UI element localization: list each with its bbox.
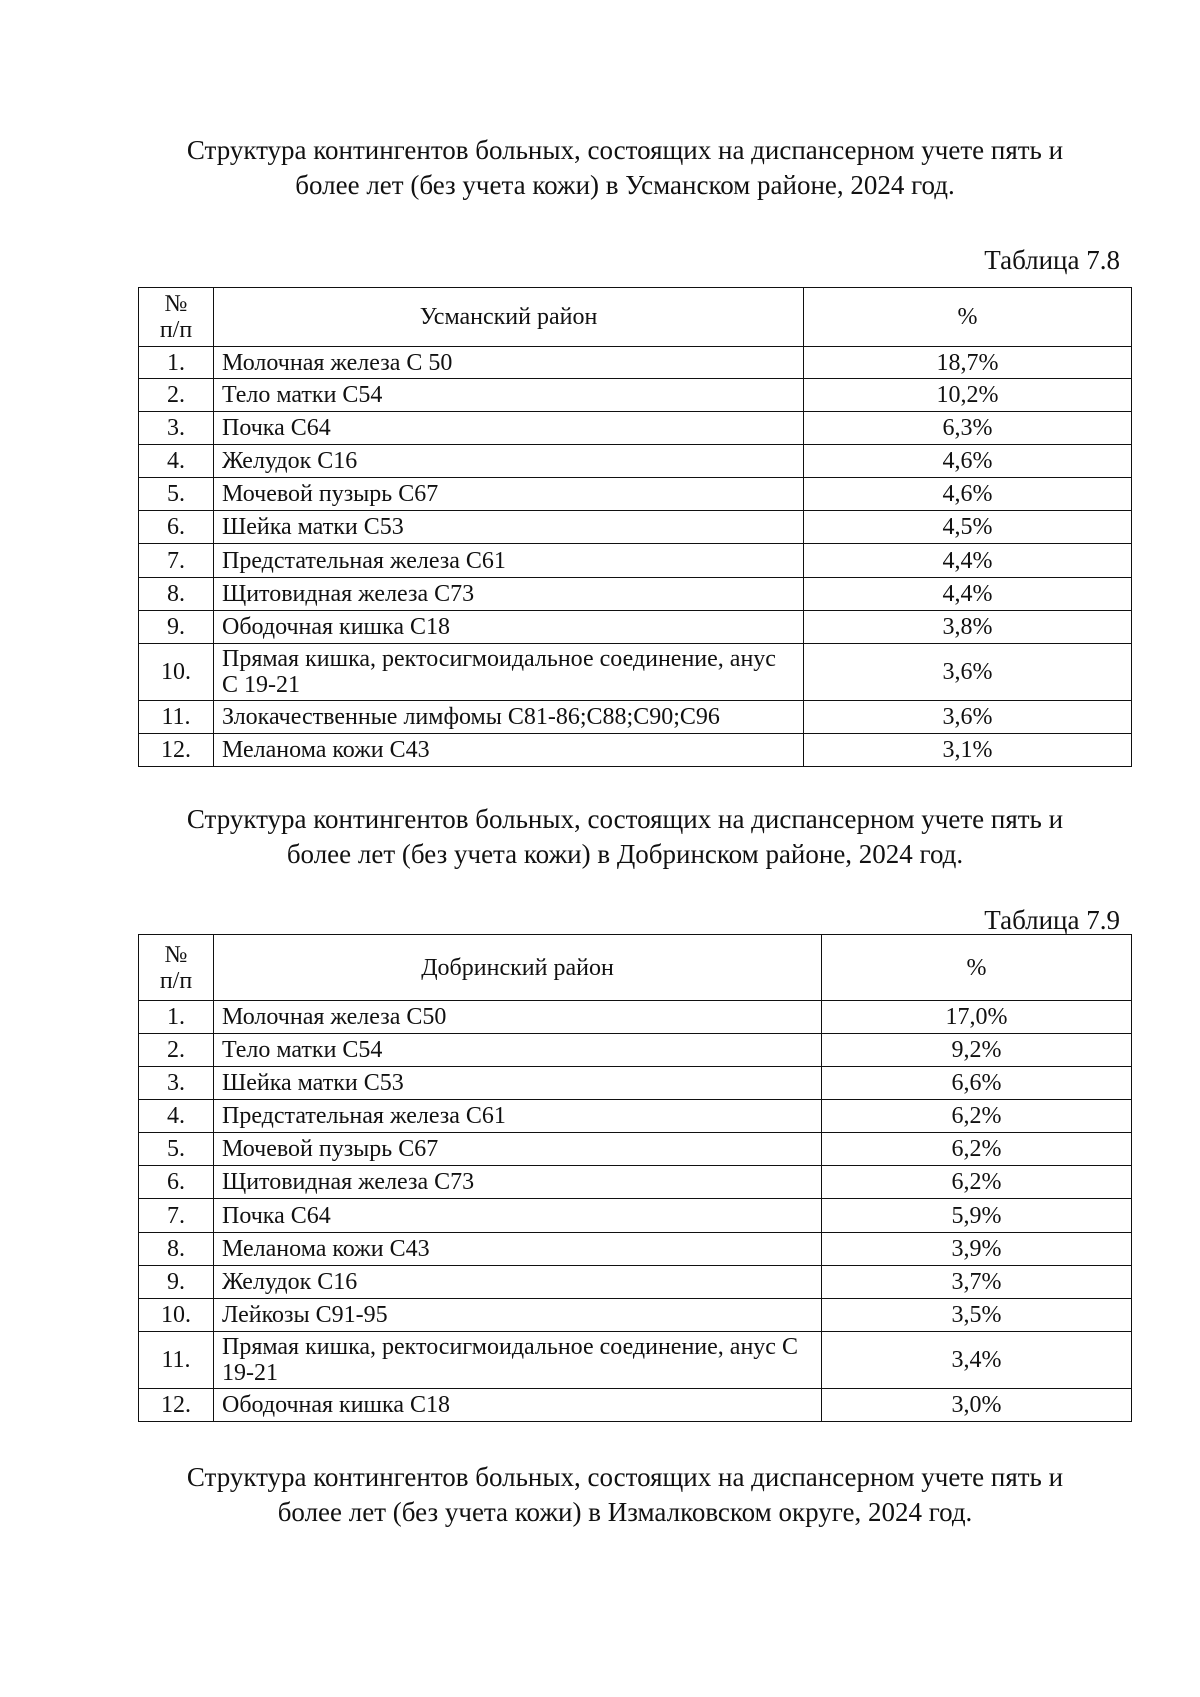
row-percent: 4,6% bbox=[804, 478, 1132, 511]
section-heading-izmalkovo bbox=[130, 1460, 1120, 1530]
row-percent: 3,0% bbox=[822, 1389, 1132, 1422]
row-num: 5. bbox=[139, 1133, 214, 1166]
row-percent: 10,2% bbox=[804, 379, 1132, 412]
row-num: 5. bbox=[139, 478, 214, 511]
table-row bbox=[139, 1166, 1132, 1199]
row-percent: 4,4% bbox=[804, 578, 1132, 611]
table-row bbox=[139, 347, 1132, 379]
row-num: 10. bbox=[139, 644, 214, 701]
row-num: 1. bbox=[139, 347, 214, 379]
header-num bbox=[139, 288, 214, 347]
row-name: Лейкозы С91-95 bbox=[214, 1299, 822, 1332]
table-row bbox=[139, 1100, 1132, 1133]
table-row bbox=[139, 611, 1132, 644]
row-percent: 4,6% bbox=[804, 445, 1132, 478]
table-row bbox=[139, 1133, 1132, 1166]
table-row bbox=[139, 1266, 1132, 1299]
row-percent: 6,2% bbox=[822, 1166, 1132, 1199]
table-row bbox=[139, 734, 1132, 767]
row-percent: 6,2% bbox=[822, 1133, 1132, 1166]
row-name: Тело матки С54 bbox=[214, 379, 804, 412]
row-percent: 4,5% bbox=[804, 511, 1132, 544]
table-row bbox=[139, 644, 1132, 701]
row-percent: 6,6% bbox=[822, 1067, 1132, 1100]
header-percent: % bbox=[822, 935, 1132, 1001]
table-row bbox=[139, 544, 1132, 578]
table-caption-7-9: Таблица 7.9 bbox=[984, 905, 1120, 935]
row-name: Меланома кожи С43 bbox=[214, 1233, 822, 1266]
table-row bbox=[139, 379, 1132, 412]
row-name: Щитовидная железа С73 bbox=[214, 578, 804, 611]
heading-line: более лет (без учета кожи) в Усманском районе, 2024 год. bbox=[295, 170, 955, 200]
row-percent: 3,6% bbox=[804, 701, 1132, 734]
heading-line: Структура контингентов больных, состоящих на диспансерном учете пять и bbox=[186, 1462, 1064, 1492]
row-num: 4. bbox=[139, 1100, 214, 1133]
row-name: Шейка матки С53 bbox=[214, 1067, 822, 1100]
row-num: 7. bbox=[139, 544, 214, 578]
table-row bbox=[139, 1299, 1132, 1332]
row-percent: 6,3% bbox=[804, 412, 1132, 445]
row-name: Молочная железа С 50 bbox=[214, 347, 804, 379]
header-district: Добринский район bbox=[214, 935, 822, 1001]
row-num: 8. bbox=[139, 1233, 214, 1266]
table-row bbox=[139, 511, 1132, 544]
row-num: 4. bbox=[139, 445, 214, 478]
section-heading-dobrinka bbox=[130, 802, 1120, 872]
table-row bbox=[139, 412, 1132, 445]
row-num: 2. bbox=[139, 1034, 214, 1067]
row-percent: 3,5% bbox=[822, 1299, 1132, 1332]
row-name: Почка С64 bbox=[214, 1199, 822, 1233]
row-name: Желудок С16 bbox=[214, 1266, 822, 1299]
table-row bbox=[139, 701, 1132, 734]
heading-line: Структура контингентов больных, состоящих на диспансерном учете пять и bbox=[186, 804, 1064, 834]
row-name: Шейка матки С53 bbox=[214, 511, 804, 544]
table-row bbox=[139, 1001, 1132, 1034]
row-name: Желудок С16 bbox=[214, 445, 804, 478]
header-num-symbol: № bbox=[164, 941, 188, 968]
row-num: 10. bbox=[139, 1299, 214, 1332]
row-percent: 3,1% bbox=[804, 734, 1132, 767]
row-percent: 3,6% bbox=[804, 644, 1132, 701]
row-percent: 6,2% bbox=[822, 1100, 1132, 1133]
row-percent: 3,8% bbox=[804, 611, 1132, 644]
table-header-row bbox=[139, 935, 1132, 1001]
row-name: Предстательная железа С61 bbox=[214, 1100, 822, 1133]
row-num: 6. bbox=[139, 511, 214, 544]
heading-line: Структура контингентов больных, состоящих на диспансерном учете пять и bbox=[186, 135, 1064, 165]
row-name: Прямая кишка, ректосигмоидальное соединение, анус С 19-21 bbox=[214, 644, 804, 701]
section-heading-usman bbox=[130, 133, 1120, 203]
row-num: 7. bbox=[139, 1199, 214, 1233]
row-num: 9. bbox=[139, 1266, 214, 1299]
row-num: 8. bbox=[139, 578, 214, 611]
table-row bbox=[139, 1034, 1132, 1067]
row-percent: 17,0% bbox=[822, 1001, 1132, 1034]
row-name: Молочная железа С50 bbox=[214, 1001, 822, 1034]
table-usman bbox=[138, 287, 1132, 767]
header-num bbox=[139, 935, 214, 1001]
row-percent: 4,4% bbox=[804, 544, 1132, 578]
table-header-row bbox=[139, 288, 1132, 347]
row-num: 3. bbox=[139, 1067, 214, 1100]
table-row bbox=[139, 1067, 1132, 1100]
header-num-label: п/п bbox=[159, 967, 193, 994]
row-name: Меланома кожи С43 bbox=[214, 734, 804, 767]
table-row bbox=[139, 1332, 1132, 1389]
row-num: 1. bbox=[139, 1001, 214, 1034]
row-num: 3. bbox=[139, 412, 214, 445]
row-name: Щитовидная железа С73 bbox=[214, 1166, 822, 1199]
header-district: Усманский район bbox=[214, 288, 804, 347]
row-percent: 3,9% bbox=[822, 1233, 1132, 1266]
row-name: Прямая кишка, ректосигмоидальное соединение, анус С 19-21 bbox=[214, 1332, 822, 1389]
table-row bbox=[139, 445, 1132, 478]
row-name: Мочевой пузырь С67 bbox=[214, 478, 804, 511]
table-row bbox=[139, 1389, 1132, 1422]
table-row bbox=[139, 478, 1132, 511]
row-percent: 18,7% bbox=[804, 347, 1132, 379]
header-percent: % bbox=[804, 288, 1132, 347]
row-num: 11. bbox=[139, 1332, 214, 1389]
table-dobrinka bbox=[138, 934, 1132, 1422]
row-name: Ободочная кишка С18 bbox=[214, 1389, 822, 1422]
row-num: 11. bbox=[139, 701, 214, 734]
header-num-symbol: № bbox=[164, 291, 188, 317]
row-name: Предстательная железа С61 bbox=[214, 544, 804, 578]
row-num: 12. bbox=[139, 734, 214, 767]
row-name: Злокачественные лимфомы С81-86;С88;С90;С96 bbox=[214, 701, 804, 734]
heading-line: более лет (без учета кожи) в Измалковском округе, 2024 год. bbox=[277, 1497, 973, 1527]
row-num: 9. bbox=[139, 611, 214, 644]
table-row bbox=[139, 1199, 1132, 1233]
row-num: 12. bbox=[139, 1389, 214, 1422]
table-caption-7-8: Таблица 7.8 bbox=[984, 245, 1120, 275]
row-percent: 3,7% bbox=[822, 1266, 1132, 1299]
row-name: Тело матки С54 bbox=[214, 1034, 822, 1067]
row-percent: 9,2% bbox=[822, 1034, 1132, 1067]
row-name: Мочевой пузырь С67 bbox=[214, 1133, 822, 1166]
row-percent: 5,9% bbox=[822, 1199, 1132, 1233]
row-percent: 3,4% bbox=[822, 1332, 1132, 1389]
table-row bbox=[139, 1233, 1132, 1266]
table-row bbox=[139, 578, 1132, 611]
row-name: Ободочная кишка С18 bbox=[214, 611, 804, 644]
row-num: 6. bbox=[139, 1166, 214, 1199]
row-num: 2. bbox=[139, 379, 214, 412]
heading-line: более лет (без учета кожи) в Добринском районе, 2024 год. bbox=[286, 839, 964, 869]
header-num-label: п/п bbox=[159, 317, 193, 343]
row-name: Почка С64 bbox=[214, 412, 804, 445]
